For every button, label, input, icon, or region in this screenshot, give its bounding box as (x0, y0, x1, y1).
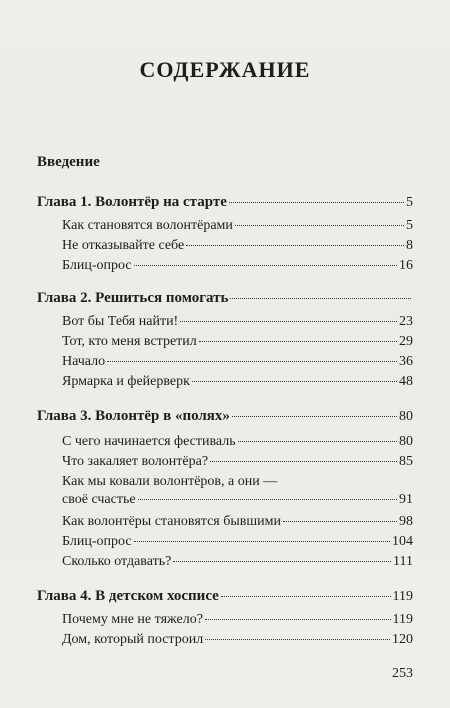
toc-page-number: 119 (392, 589, 413, 604)
toc-page-number: 104 (392, 534, 413, 549)
toc-chapter-title: Глава 2. Решиться помогать (37, 290, 229, 306)
toc-item (0, 374, 450, 394)
toc-page-number: 80 (399, 409, 413, 424)
dot-leader (134, 265, 397, 266)
toc-item-title: Почему мне не тяжело? (62, 612, 203, 627)
toc-item-title: С чего начинается фестиваль (62, 434, 236, 449)
dot-leader (205, 639, 390, 640)
dot-leader (221, 596, 391, 597)
dot-leader (210, 461, 397, 462)
toc-item-title: Как волонтёры становятся бывшими (62, 514, 281, 529)
toc-item-title: Дом, который построил (62, 632, 204, 647)
toc-chapter-title: Глава 3. Волонтёр в «полях» (37, 408, 230, 424)
toc-item-title: Блиц-опрос (62, 534, 132, 549)
toc-intro: Введение (37, 154, 100, 170)
page-title: СОДЕРЖАНИЕ (139, 57, 311, 82)
dot-leader (180, 321, 397, 322)
toc-item-title-line1: Как мы ковали волонтёров, а они — (62, 474, 278, 489)
toc-chapter-4 (0, 588, 450, 608)
toc-item-title: Как становятся волонтёрами (62, 218, 233, 233)
toc-page-number: 119 (392, 612, 413, 627)
toc-item (0, 354, 450, 374)
toc-item-title: Ярмарка и фейерверк (62, 374, 190, 389)
toc-item-title: Что закаляет волонтёра? (62, 454, 209, 469)
page-number: 253 (392, 666, 413, 681)
dot-leader (199, 341, 397, 342)
toc-page-number: 91 (399, 492, 413, 507)
toc-chapter-1 (0, 194, 450, 214)
toc-item-title: Тот, кто меня встретил (62, 334, 197, 349)
toc-item (0, 534, 450, 554)
dot-leader (230, 298, 411, 299)
toc-item (0, 218, 450, 238)
toc-item (0, 258, 450, 278)
dot-leader (107, 361, 397, 362)
toc-item-title: Блиц-опрос (62, 258, 132, 273)
toc-page-number: 23 (399, 314, 413, 329)
toc-item (0, 238, 450, 258)
toc-page-number: 98 (399, 514, 413, 529)
toc-item-title: своё счастье (62, 492, 136, 507)
toc-item (0, 514, 450, 534)
toc-chapter-title: Глава 1. Волонтёр на старте (37, 194, 227, 210)
toc-page-number: 36 (399, 354, 413, 369)
dot-leader (186, 245, 404, 246)
toc-item (0, 612, 450, 632)
toc-chapter-title: Глава 4. В детском хосписе (37, 588, 219, 604)
dot-leader (134, 541, 390, 542)
toc-item (0, 554, 450, 574)
dot-leader (232, 416, 397, 417)
toc-item-title: Начало (62, 354, 106, 369)
toc-page-number: 80 (399, 434, 413, 449)
toc-item (0, 314, 450, 334)
dot-leader (229, 202, 404, 203)
dot-leader (138, 499, 397, 500)
dot-leader (192, 381, 397, 382)
toc-item (0, 632, 450, 652)
toc-item-title: Не отказывайте себе (62, 238, 185, 253)
toc-item (0, 474, 450, 510)
toc-page-number: 29 (399, 334, 413, 349)
toc-chapter-2 (0, 290, 450, 310)
toc-item (0, 454, 450, 474)
dot-leader (205, 619, 391, 620)
toc-page-number: 8 (406, 238, 413, 253)
toc-page-number: 48 (399, 374, 413, 389)
toc-page-number: 111 (393, 554, 413, 569)
toc-page-number: 5 (406, 195, 413, 210)
dot-leader (238, 441, 397, 442)
toc-page-number: 5 (406, 218, 413, 233)
toc-page-number: 16 (399, 258, 413, 273)
dot-leader (235, 225, 404, 226)
toc-item-title: Вот бы Тебя найти! (62, 314, 179, 329)
toc-item-title: Сколько отдавать? (62, 554, 172, 569)
toc-page-number: 120 (392, 632, 413, 647)
toc-item (0, 334, 450, 354)
toc-item (0, 434, 450, 454)
toc-page-number: 85 (399, 454, 413, 469)
dot-leader (283, 521, 397, 522)
toc-chapter-3 (0, 408, 450, 428)
dot-leader (173, 561, 391, 562)
